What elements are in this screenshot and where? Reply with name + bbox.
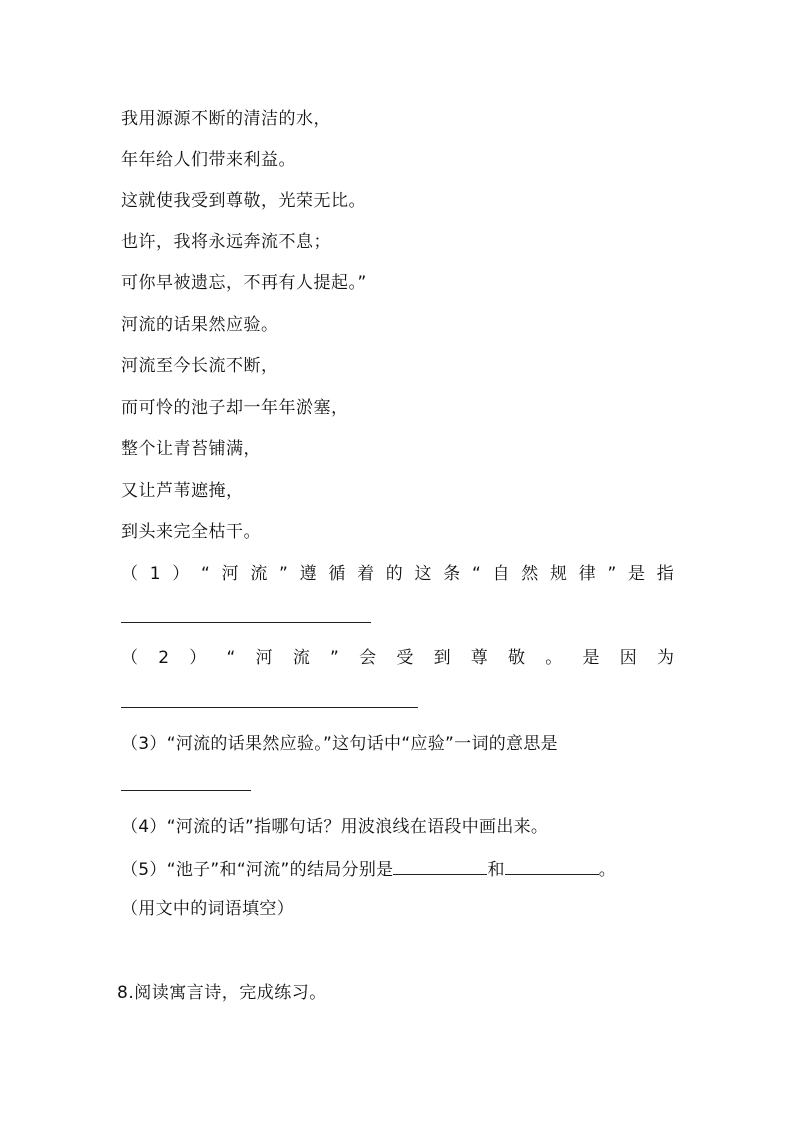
question-4: （4）“河流的话”指哪句话？用波浪线在语段中画出来。 <box>121 817 549 837</box>
poem-line-8: 而可怜的池子却一年年淤塞， <box>121 398 349 418</box>
q1-token: 是 <box>628 564 646 584</box>
q1-token: 条 <box>443 564 461 584</box>
q2-token: 尊 <box>470 648 488 668</box>
q1-token: 流 <box>250 564 268 584</box>
q2-token: 是 <box>582 648 600 668</box>
q2-token: 敬 <box>508 648 526 668</box>
poem-line-2: 年年给人们带来利益。 <box>121 150 296 170</box>
poem-line-6: 河流的话果然应验。 <box>121 315 279 335</box>
q5-text-3: 。 <box>598 860 617 880</box>
q5-blank-river[interactable] <box>505 856 599 875</box>
q1-token: 然 <box>521 564 539 584</box>
q1-token: 1 <box>149 564 161 584</box>
q2-token: ” <box>330 648 339 668</box>
question-5 <box>121 856 616 882</box>
q2-token: 河 <box>255 648 273 668</box>
poem-line-10: 又让芦苇遮掩， <box>121 481 244 501</box>
q2-token: 受 <box>396 648 414 668</box>
question-2 <box>121 646 674 670</box>
q2-token: 。 <box>545 648 563 668</box>
q2-token: 因 <box>619 648 637 668</box>
q3-answer-blank[interactable] <box>121 790 251 791</box>
poem-line-5: 可你早被遗忘，不再有人提起。” <box>121 273 367 293</box>
q2-token: 2 <box>158 648 170 668</box>
q2-token: 会 <box>359 648 377 668</box>
q2-token: 到 <box>433 648 451 668</box>
q1-token: 着 <box>357 564 375 584</box>
q1-token: “ <box>472 564 481 584</box>
q1-token: 指 <box>656 564 674 584</box>
q2-token: 流 <box>292 648 310 668</box>
q1-token: （ <box>121 564 138 584</box>
poem-line-4: 也许，我将永远奔流不息； <box>121 232 331 252</box>
poem-line-1: 我用源源不断的清洁的水， <box>121 109 331 129</box>
q2-token: “ <box>226 648 236 668</box>
q1-token: “ <box>201 564 210 584</box>
q1-token: 河 <box>221 564 239 584</box>
poem-line-7: 河流至今长流不断， <box>121 356 279 376</box>
question-3: （3）“河流的话果然应验。”这句话中“应验”一词的意思是 <box>121 734 558 754</box>
q2-token: （ <box>121 648 138 668</box>
q2-token: ） <box>189 648 207 668</box>
q5-text-1: （5）“池子”和“河流”的结局分别是 <box>121 860 394 880</box>
question-5-note: （用文中的词语填空） <box>121 899 294 919</box>
q5-text-2: 和 <box>487 860 505 880</box>
question-1 <box>121 562 674 586</box>
poem-line-3: 这就使我受到尊敬，光荣无比。 <box>121 191 366 211</box>
q5-blank-pond[interactable] <box>393 856 487 875</box>
q1-token: ” <box>607 564 617 584</box>
q1-token: 循 <box>328 564 346 584</box>
poem-line-11: 到头来完全枯干。 <box>121 522 261 542</box>
q1-token: 这 <box>414 564 432 584</box>
q1-token: 律 <box>578 564 596 584</box>
q1-token: 的 <box>385 564 403 584</box>
q2-token: 为 <box>656 648 674 668</box>
q1-token: 遵 <box>299 564 317 584</box>
q1-token: 规 <box>550 564 568 584</box>
q1-token: ） <box>172 564 190 584</box>
q1-token: 自 <box>492 564 510 584</box>
poem-line-9: 整个让青苔铺满， <box>121 439 261 459</box>
q1-token: ” <box>279 564 288 584</box>
q1-answer-blank[interactable] <box>121 622 371 623</box>
section-8-title: 8.阅读寓言诗，完成练习。 <box>117 983 327 1003</box>
q2-answer-blank[interactable] <box>121 707 418 708</box>
